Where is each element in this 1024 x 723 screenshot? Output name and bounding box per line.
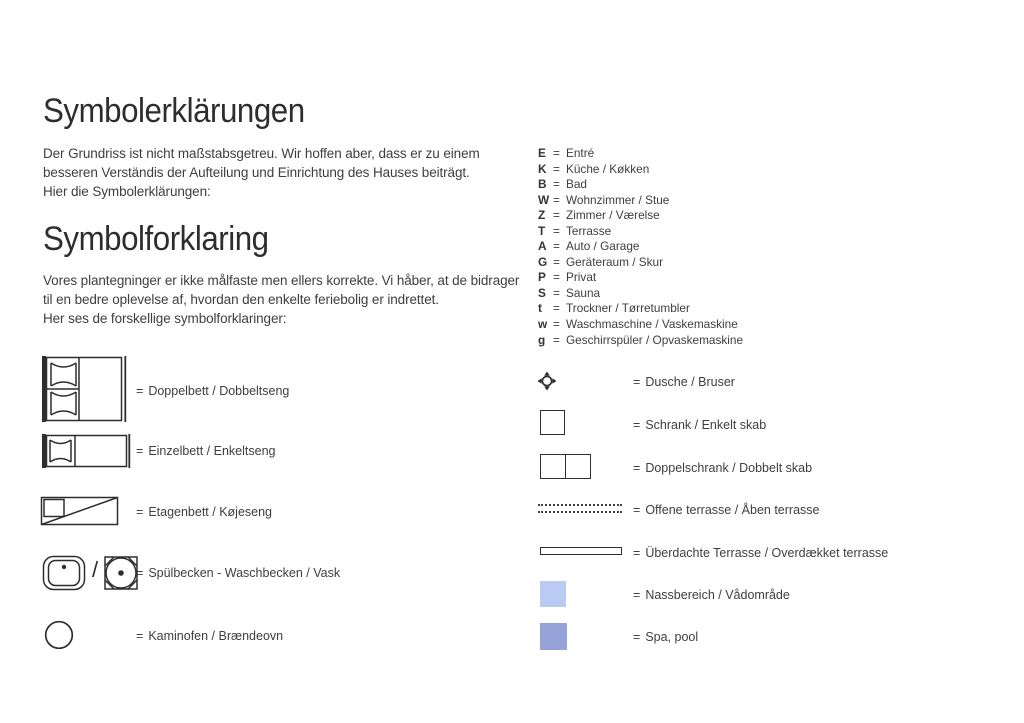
legend-row bbox=[538, 255, 743, 271]
symbol-label: Nassbereich / Vådområde bbox=[645, 588, 790, 602]
legend-letter: Z bbox=[538, 208, 546, 223]
danish-intro bbox=[43, 272, 519, 328]
equals-sign: = bbox=[553, 301, 560, 316]
equals-sign: = bbox=[553, 223, 560, 238]
equals-sign: = bbox=[136, 444, 144, 458]
symbol-label: Überdachte Terrasse / Overdækket terrasse bbox=[645, 546, 889, 560]
danish-intro-line: til en bedre oplevelse af, hvordan den enkelte feriebolig er indrettet. bbox=[43, 291, 439, 307]
legend-row bbox=[538, 239, 743, 255]
german-intro-line: Hier die Symbolerklärungen: bbox=[43, 183, 211, 199]
wet-area-icon bbox=[540, 581, 566, 607]
equals-sign: = bbox=[633, 503, 641, 517]
spa-pool-label bbox=[633, 630, 698, 644]
german-title: Symbolerklärungen bbox=[43, 92, 305, 130]
single-cabinet-label bbox=[633, 418, 766, 432]
legend-label: Sauna bbox=[566, 285, 601, 300]
open-terrace-icon bbox=[538, 504, 622, 513]
danish-title: Symbolforklaring bbox=[43, 220, 269, 258]
equals-sign: = bbox=[136, 384, 144, 398]
legend-row bbox=[538, 177, 743, 193]
legend-label: Küche / Køkken bbox=[566, 161, 650, 176]
spa-pool-icon bbox=[540, 623, 567, 650]
equals-sign: = bbox=[136, 629, 144, 643]
symbol-label: Dusche / Bruser bbox=[645, 375, 735, 389]
legend-row bbox=[538, 270, 743, 286]
legend-letter: T bbox=[538, 223, 546, 238]
legend-letter: P bbox=[538, 270, 546, 285]
equals-sign: = bbox=[633, 588, 641, 602]
single-cabinet-icon bbox=[540, 410, 565, 435]
legend-letter: E bbox=[538, 146, 546, 160]
bunk-bed-icon bbox=[40, 496, 119, 526]
shower-icon bbox=[537, 371, 557, 391]
legend-row bbox=[538, 301, 743, 317]
legend-letter: g bbox=[538, 332, 546, 347]
equals-sign: = bbox=[553, 177, 560, 192]
covered-terrace-label bbox=[633, 546, 888, 560]
legend-label: Privat bbox=[566, 270, 597, 285]
legend-label: Waschmaschine / Vaskemaskine bbox=[566, 317, 738, 332]
legend-letter: t bbox=[538, 301, 542, 316]
double-bed-label bbox=[136, 384, 289, 398]
equals-sign: = bbox=[553, 208, 560, 223]
equals-sign: = bbox=[553, 285, 560, 300]
legend-label: Bad bbox=[566, 177, 587, 192]
legend-label: Geschirrspüler / Opvaskemaskine bbox=[566, 332, 744, 347]
equals-sign: = bbox=[633, 630, 641, 644]
german-intro-line: Der Grundriss ist nicht maßstabsgetreu. Wir hoffen aber, dass er zu einem bbox=[43, 146, 480, 161]
legend-letter: A bbox=[538, 239, 547, 254]
legend-letter: K bbox=[538, 161, 547, 176]
legend-letter: S bbox=[538, 285, 546, 300]
legend-row bbox=[538, 317, 743, 333]
equals-sign: = bbox=[633, 375, 641, 389]
german-intro bbox=[43, 145, 480, 201]
legend-letter: B bbox=[538, 177, 547, 192]
single-bed-label bbox=[136, 444, 275, 458]
equals-sign: = bbox=[553, 270, 560, 285]
symbol-label: Einzelbett / Enkeltseng bbox=[148, 444, 276, 458]
legend-row bbox=[538, 193, 743, 209]
equals-sign: = bbox=[553, 239, 560, 254]
wood-stove-label bbox=[136, 629, 283, 643]
legend-row bbox=[538, 224, 743, 240]
equals-sign: = bbox=[136, 566, 144, 580]
legend-row bbox=[538, 162, 743, 178]
symbol-label: Offene terrasse / Åben terrasse bbox=[645, 503, 820, 517]
equals-sign: = bbox=[633, 461, 641, 475]
legend-label: Auto / Garage bbox=[566, 239, 640, 254]
sink-label bbox=[136, 566, 340, 580]
letter-legend bbox=[538, 146, 743, 348]
slash-separator: / bbox=[92, 557, 99, 582]
equals-sign: = bbox=[553, 192, 560, 207]
sink-icon bbox=[42, 555, 86, 591]
single-bed-icon bbox=[42, 434, 131, 468]
equals-sign: = bbox=[553, 317, 560, 332]
equals-sign: = bbox=[633, 546, 641, 560]
danish-intro-line: Vores plantegninger er ikke målfaste men ellers korrekte. Vi håber, at de bidrager bbox=[43, 273, 520, 288]
double-cabinet-label bbox=[633, 461, 812, 475]
legend-row bbox=[538, 286, 743, 302]
danish-intro-line: Her ses de forskellige symbolforklaringer: bbox=[43, 310, 287, 326]
legend-label: Wohnzimmer / Stue bbox=[566, 192, 670, 207]
legend-letter: G bbox=[538, 254, 548, 269]
legend-label: Trockner / Tørretumbler bbox=[566, 301, 690, 316]
washbasin-icon bbox=[103, 555, 139, 591]
cabinet-cell bbox=[541, 455, 565, 478]
legend-row bbox=[538, 146, 743, 162]
symbol-label: Doppelbett / Dobbeltseng bbox=[148, 384, 290, 398]
legend-row bbox=[538, 333, 743, 349]
german-intro-line: besseren Verständis der Aufteilung und Einrichtung des Hauses beiträgt. bbox=[43, 164, 470, 180]
legend-label: Geräteraum / Skur bbox=[566, 254, 664, 269]
legend-label: Entré bbox=[566, 146, 595, 160]
symbol-label: Kaminofen / Brændeovn bbox=[148, 629, 284, 643]
double-bed-icon bbox=[42, 356, 127, 422]
symbol-label: Spülbecken - Waschbecken / Vask bbox=[148, 566, 341, 580]
legend-row bbox=[538, 208, 743, 224]
symbol-label: Schrank / Enkelt skab bbox=[645, 418, 767, 432]
covered-terrace-icon bbox=[540, 547, 622, 555]
wet-area-label bbox=[633, 588, 790, 602]
double-cabinet-icon bbox=[540, 454, 591, 479]
symbol-label: Spa, pool bbox=[645, 630, 699, 644]
equals-sign: = bbox=[553, 332, 560, 347]
cabinet-cell bbox=[565, 455, 590, 478]
symbol-label: Etagenbett / Køjeseng bbox=[148, 505, 273, 519]
legend-label: Terrasse bbox=[566, 223, 612, 238]
shower-label bbox=[633, 375, 735, 389]
equals-sign: = bbox=[136, 505, 144, 519]
equals-sign: = bbox=[553, 161, 560, 176]
legend-letter: W bbox=[538, 192, 550, 207]
legend-letter: w bbox=[538, 317, 548, 332]
symbol-label: Doppelschrank / Dobbelt skab bbox=[645, 461, 813, 475]
bunk-bed-label bbox=[136, 505, 272, 519]
open-terrace-label bbox=[633, 503, 819, 517]
wood-stove-icon bbox=[44, 620, 74, 650]
legend-label: Zimmer / Værelse bbox=[566, 208, 660, 223]
equals-sign: = bbox=[553, 146, 560, 160]
equals-sign: = bbox=[553, 254, 560, 269]
equals-sign: = bbox=[633, 418, 641, 432]
